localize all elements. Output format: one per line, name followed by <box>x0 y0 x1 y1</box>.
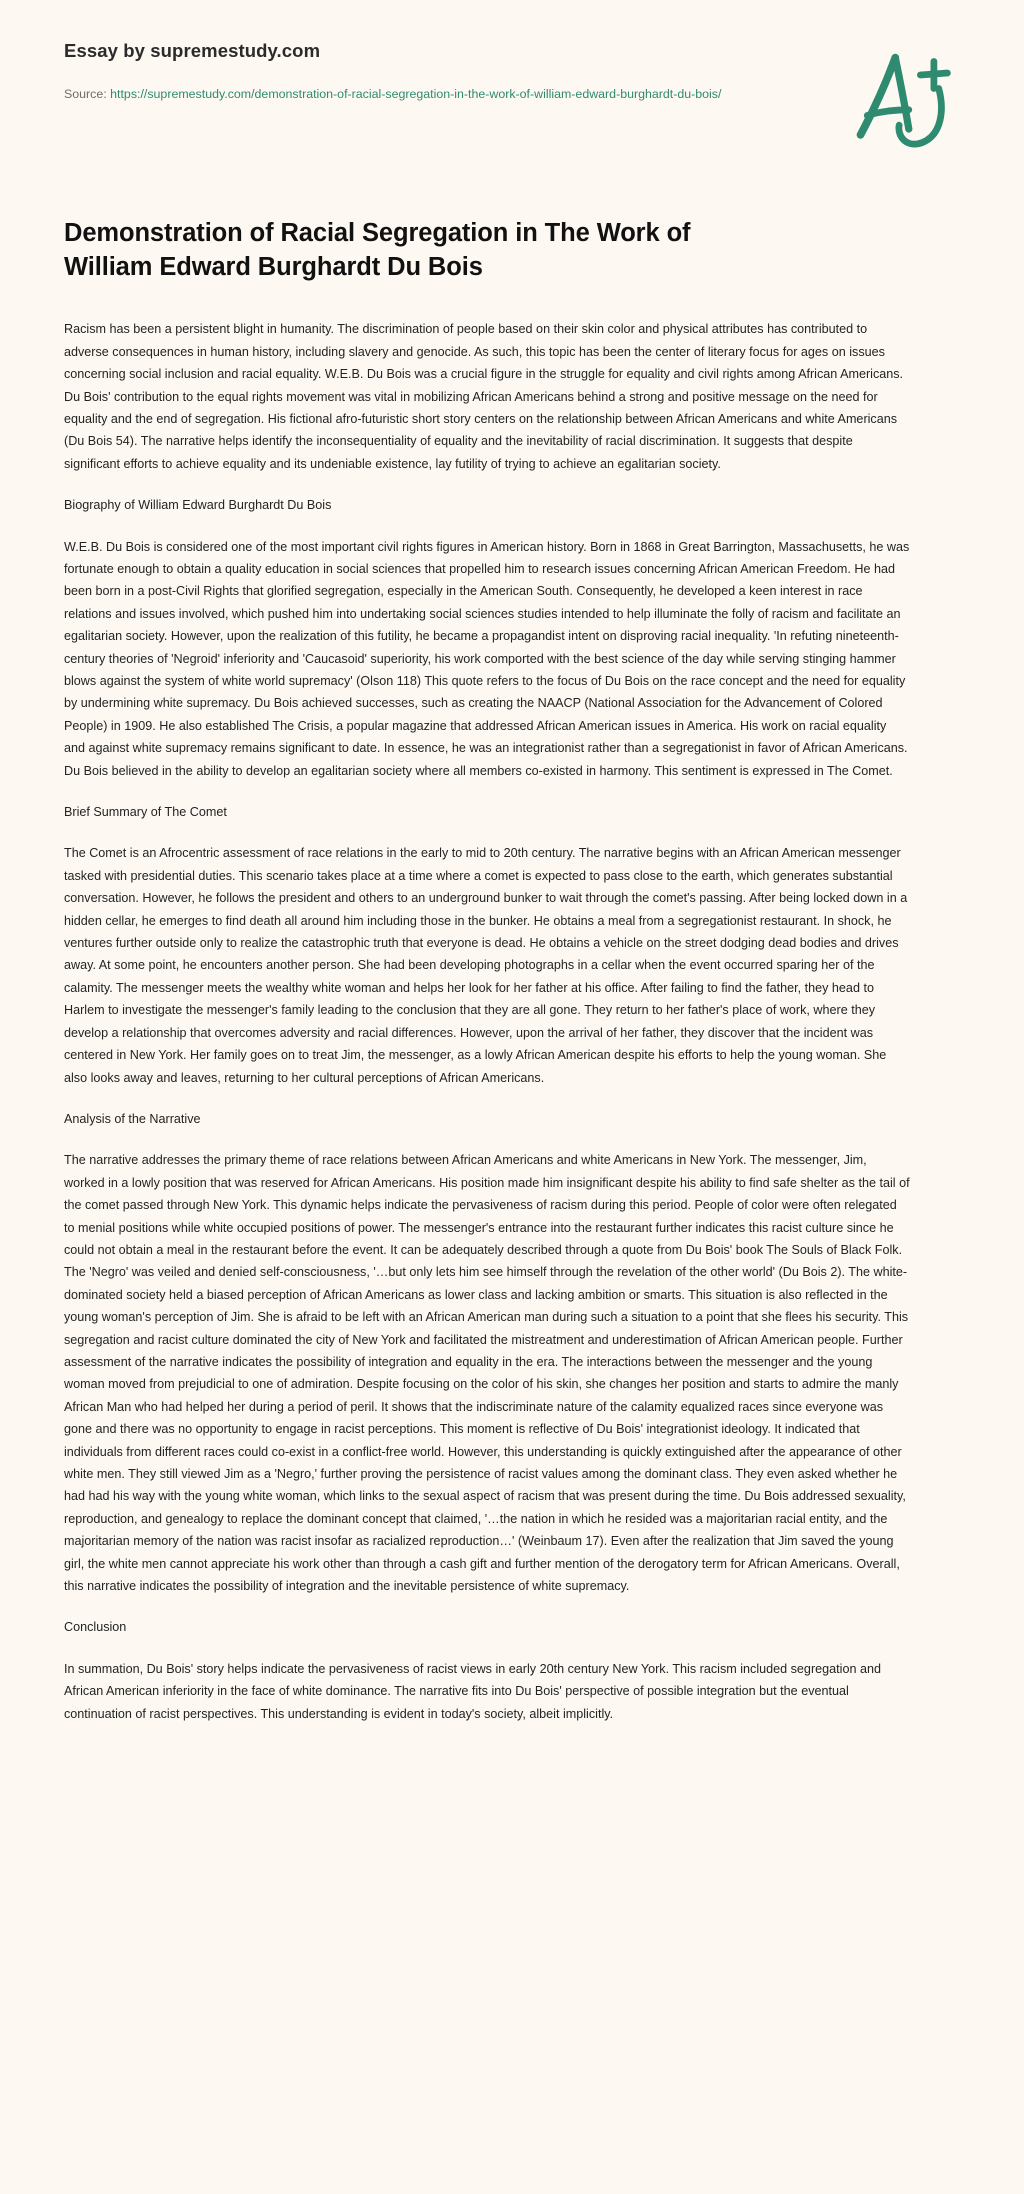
intro-paragraph: Racism has been a persistent blight in humanity. The discrimination of people based on their skin color and physical attributes has contributed to adverse consequences in human history, including slavery and genocide. As such, this topic has been the center of literary focus for ages on issues concerning social inclusion and racial equality. W.E.B. Du Bois was a crucial figure in the struggle for equality and civil rights among African Americans. Du Bois' contribution to the equal rights movement was vital in mobilizing African Americans behind a strong and positive message on the need for equality and the end of segregation. His fictional afro-futuristic short story centers on the relationship between African Americans and white Americans (Du Bois 54). The narrative helps identify the inconsequentiality of equality and the inevitability of racial discrimination. It suggests that despite significant efforts to achieve equality and its undeniable existence, lay futility of trying to achieve an egalitarian society. <box>64 322 904 471</box>
page-title: Demonstration of Racial Segregation in The Work of William Edward Burghardt Du Bois <box>64 219 691 282</box>
analysis-paragraph: The narrative addresses the primary theme of race relations between African Americans and white Americans in New York. The messenger, Jim, worked in a lowly position that was reserved for African Americans. His position made him insignificant despite his ability to find safe shelter as the tail of the comet passed through New York. This dynamic helps indicate the pervasiveness of racism during this period. People of color were often relegated to menial positions while white occupied positions of power. The messenger's entrance into the restaurant further indicates this racist culture since he could not obtain a meal in the restaurant before the event. It can be adequately described through a quote from Du Bois' book The Souls of Black Folk. The 'Negro' was veiled and denied self-consciousness, '…but only lets him see himself through the revelation of the other world' (Du Bois 2). The white-dominated society held a biased perception of African Americans as lower class and lacking ambition or smarts. This situation is also reflected in the young woman's perception of Jim. She is afraid to be left with an African American man during such a situation to a point that she flees his security. This segregation and racist culture dominated the city of New York and facilitated the mistreatment and underestimation of African American people. Further assessment of the narrative indicates the possibility of integration and equality in the era. The interactions between the messenger and the young woman moved from prejudicial to one of admiration. Despite focusing on the color of his skin, she changes her position and starts to admire the manly African Man who had helped her during a period of peril. It shows that the indiscriminate nature of the calamity equalized races since everyone was gone and there was no opportunity to engage in racist perceptions. This moment is reflective of Du Bois' integrationist ideology. It indicated that individuals from different races could co-exist in a conflict-free world. However, this understanding is quickly extinguished after the appearance of other white men. They still viewed Jim as a 'Negro,' further proving the persistence of racist values among the dominant class. They even asked whether he had had his way with the young white woman, which links to the sexual aspect of racism that was present during the time. Du Bois addressed sexuality, reproduction, and genealogy to replace the dominant concept that claimed, '…the nation in which he resided was a majoritarian racial entity, and the majoritarian memory of the nation was racist insofar as racialized reproduction…' (Weinbaum 17). Even after the realization that Jim saved the young girl, the white men cannot appreciate his work other than through a cash gift and further mention of the derogatory term for African Americans. Overall, this narrative indicates the possibility of integration and the inevitable persistence of white supremacy. <box>64 1153 910 1594</box>
summary-paragraph: The Comet is an Afrocentric assessment of race relations in the early to mid to 20th century. The narrative begins with an African American messenger tasked with presidential duties. This scenario takes place at a time where a comet is expected to pass close to the earth, which generates substantial conversation. However, he follows the president and others to an underground bunker to wait through the comet's passing. After being locked down in a hidden cellar, he emerges to find death all around him including those in the bunker. He obtains a meal from a segregationist restaurant. In shock, he ventures further outside only to realize the catastrophic truth that everyone is dead. He obtains a vehicle on the street dodging dead bodies and drives away. At some point, he encounters another person. She had been developing photographs in a cellar when the event occurred sparing her of the calamity. The messenger meets the wealthy white woman and helps her look for her father at his office. After failing to find the father, they head to Harlem to investigate the messenger's family leading to the conclusion that they are all gone. They return to her father's place of work, where they develop a relationship that overcomes adversity and racial differences. However, upon the arrival of her father, they discover that the incident was centered in New York. Her family goes on to treat Jim, the messenger, as a lowly African American despite his efforts to help the young woman. She also looks away and leaves, returning to her cultural perceptions of African Americans. <box>64 846 908 1085</box>
title-block <box>0 160 1024 284</box>
a-plus-logo <box>844 46 962 158</box>
brand-title: Essay by supremestudy.com <box>64 40 321 61</box>
source-line <box>64 84 764 104</box>
source-label: Source: <box>64 87 107 102</box>
section-heading-summary: Brief Summary of The Comet <box>64 805 227 820</box>
section-heading-conclusion: Conclusion <box>64 1620 127 1635</box>
biography-paragraph: W.E.B. Du Bois is considered one of the most important civil rights figures in American history. Born in 1868 in Great Barrington, Massachusetts, he was fortunate enough to obtain a quality education in social sciences that propelled him to research issues concerning African American Freedom. He had been born in a post-Civil Rights that glorified segregation, especially in the American South. Consequently, he developed a keen interest in race relations and issues involved, which pushed him into undertaking social sciences studies intended to help illuminate the folly of racism and facilitate an egalitarian society. However, upon the realization of this futility, he became a propagandist intent on disproving racial inequality. 'In refuting nineteenth-century theories of 'Negroid' inferiority and 'Caucasoid' superiority, his work comported with the best science of the day while serving stinging hammer blows against the system of white world supremacy' (Olson 118) This quote refers to the focus of Du Bois on the race concept and the need for equality by undermining white supremacy. Du Bois achieved successes, such as creating the NAACP (National Association for the Advancement of Colored People) in 1909. He also established The Crisis, a popular magazine that addressed African American issues in America. His work on racial equality and against white supremacy remains significant to date. In essence, he was an integrationist rather than a segregationist in favor of African Americans. Du Bois believed in the ability to develop an egalitarian society where all members co-existed in harmony. This sentiment is expressed in The Comet. <box>64 539 910 778</box>
a-plus-logo-icon <box>844 46 962 158</box>
section-heading-biography: Biography of William Edward Burghardt Du Bois <box>64 498 332 513</box>
conclusion-paragraph: In summation, Du Bois' story helps indicate the pervasiveness of racist views in early 20th century New York. This racism included segregation and African American inferiority in the face of white dominance. The narrative fits into Du Bois' perspective of possible integration but the eventual continuation of racist perspectives. This understanding is evident in today's society, albeit implicitly. <box>64 1661 881 1721</box>
page-header <box>0 0 1024 160</box>
essay-body <box>0 284 1024 1725</box>
section-heading-analysis: Analysis of the Narrative <box>64 1111 201 1126</box>
source-url-link[interactable]: https://supremestudy.com/demonstration-of-racial-segregation-in-the-work-of-william-edward-burghardt-du-bois/ <box>110 87 722 102</box>
